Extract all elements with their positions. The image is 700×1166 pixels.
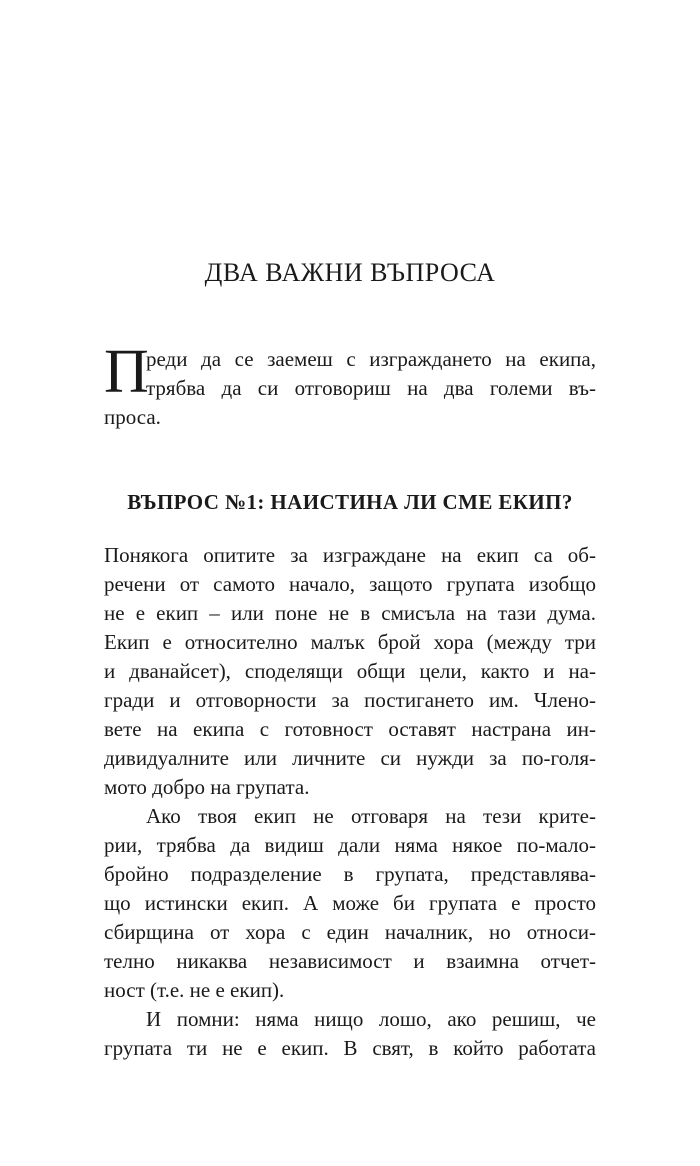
text-line: речени от самото начало, защото групата изобщо bbox=[104, 572, 596, 596]
paragraph-3 bbox=[104, 1005, 596, 1063]
text-line: сбирщина от хора с един началник, но относи- bbox=[104, 920, 596, 944]
text-line: ност (т.е. не е екип). bbox=[104, 978, 285, 1002]
text-line: и дванайсет), споделящи общи цели, както и на- bbox=[104, 659, 596, 683]
dropcap-letter: П bbox=[104, 338, 149, 406]
text-line: що истински екип. А може би групата е просто bbox=[104, 891, 596, 915]
text-line: Екип е относително малък брой хора (между три bbox=[104, 630, 596, 654]
text-line: вете на екипа с готовност оставят настрана ин- bbox=[104, 717, 596, 741]
text-line: мото добро на групата. bbox=[104, 775, 310, 799]
text-line: гради и отговорности за постигането им. Члено- bbox=[104, 688, 596, 712]
intro-line-2: трябва да си отговориш на два големи въ- bbox=[146, 376, 596, 400]
text-line: бройно подразделение в групата, представлява- bbox=[104, 862, 596, 886]
intro-paragraph bbox=[104, 338, 596, 432]
intro-line-1: реди да се заемеш с изграждането на екипа, bbox=[146, 347, 596, 371]
dropcap-container bbox=[104, 338, 596, 432]
chapter-title: ДВА ВАЖНИ ВЪПРОСА bbox=[204, 258, 496, 287]
text-line: рии, трябва да видиш дали няма някое по-мало- bbox=[104, 833, 596, 857]
text-line: Понякога опитите за изграждане на екип са об- bbox=[104, 543, 596, 567]
text-line: телно никаква независимост и взаимна отчет- bbox=[104, 949, 596, 973]
text-line: И помни: няма нищо лошо, ако решиш, че bbox=[146, 1007, 596, 1031]
paragraph-2 bbox=[104, 802, 596, 1005]
text-line: не е екип – или поне не в смисъла на тази дума. bbox=[104, 601, 596, 625]
paragraph-1 bbox=[104, 541, 596, 802]
text-line: Ако твоя екип не отговаря на тези крите- bbox=[146, 804, 596, 828]
text-line: дивидуалните или личните си нужди за по-голя- bbox=[104, 746, 596, 770]
body-text bbox=[104, 541, 596, 1063]
text-line: групата ти не е екип. В свят, в който работата bbox=[104, 1036, 596, 1060]
section-heading: ВЪПРОС №1: НАИСТИНА ЛИ СМЕ ЕКИП? bbox=[127, 490, 573, 514]
intro-line-3: проса. bbox=[104, 405, 161, 429]
